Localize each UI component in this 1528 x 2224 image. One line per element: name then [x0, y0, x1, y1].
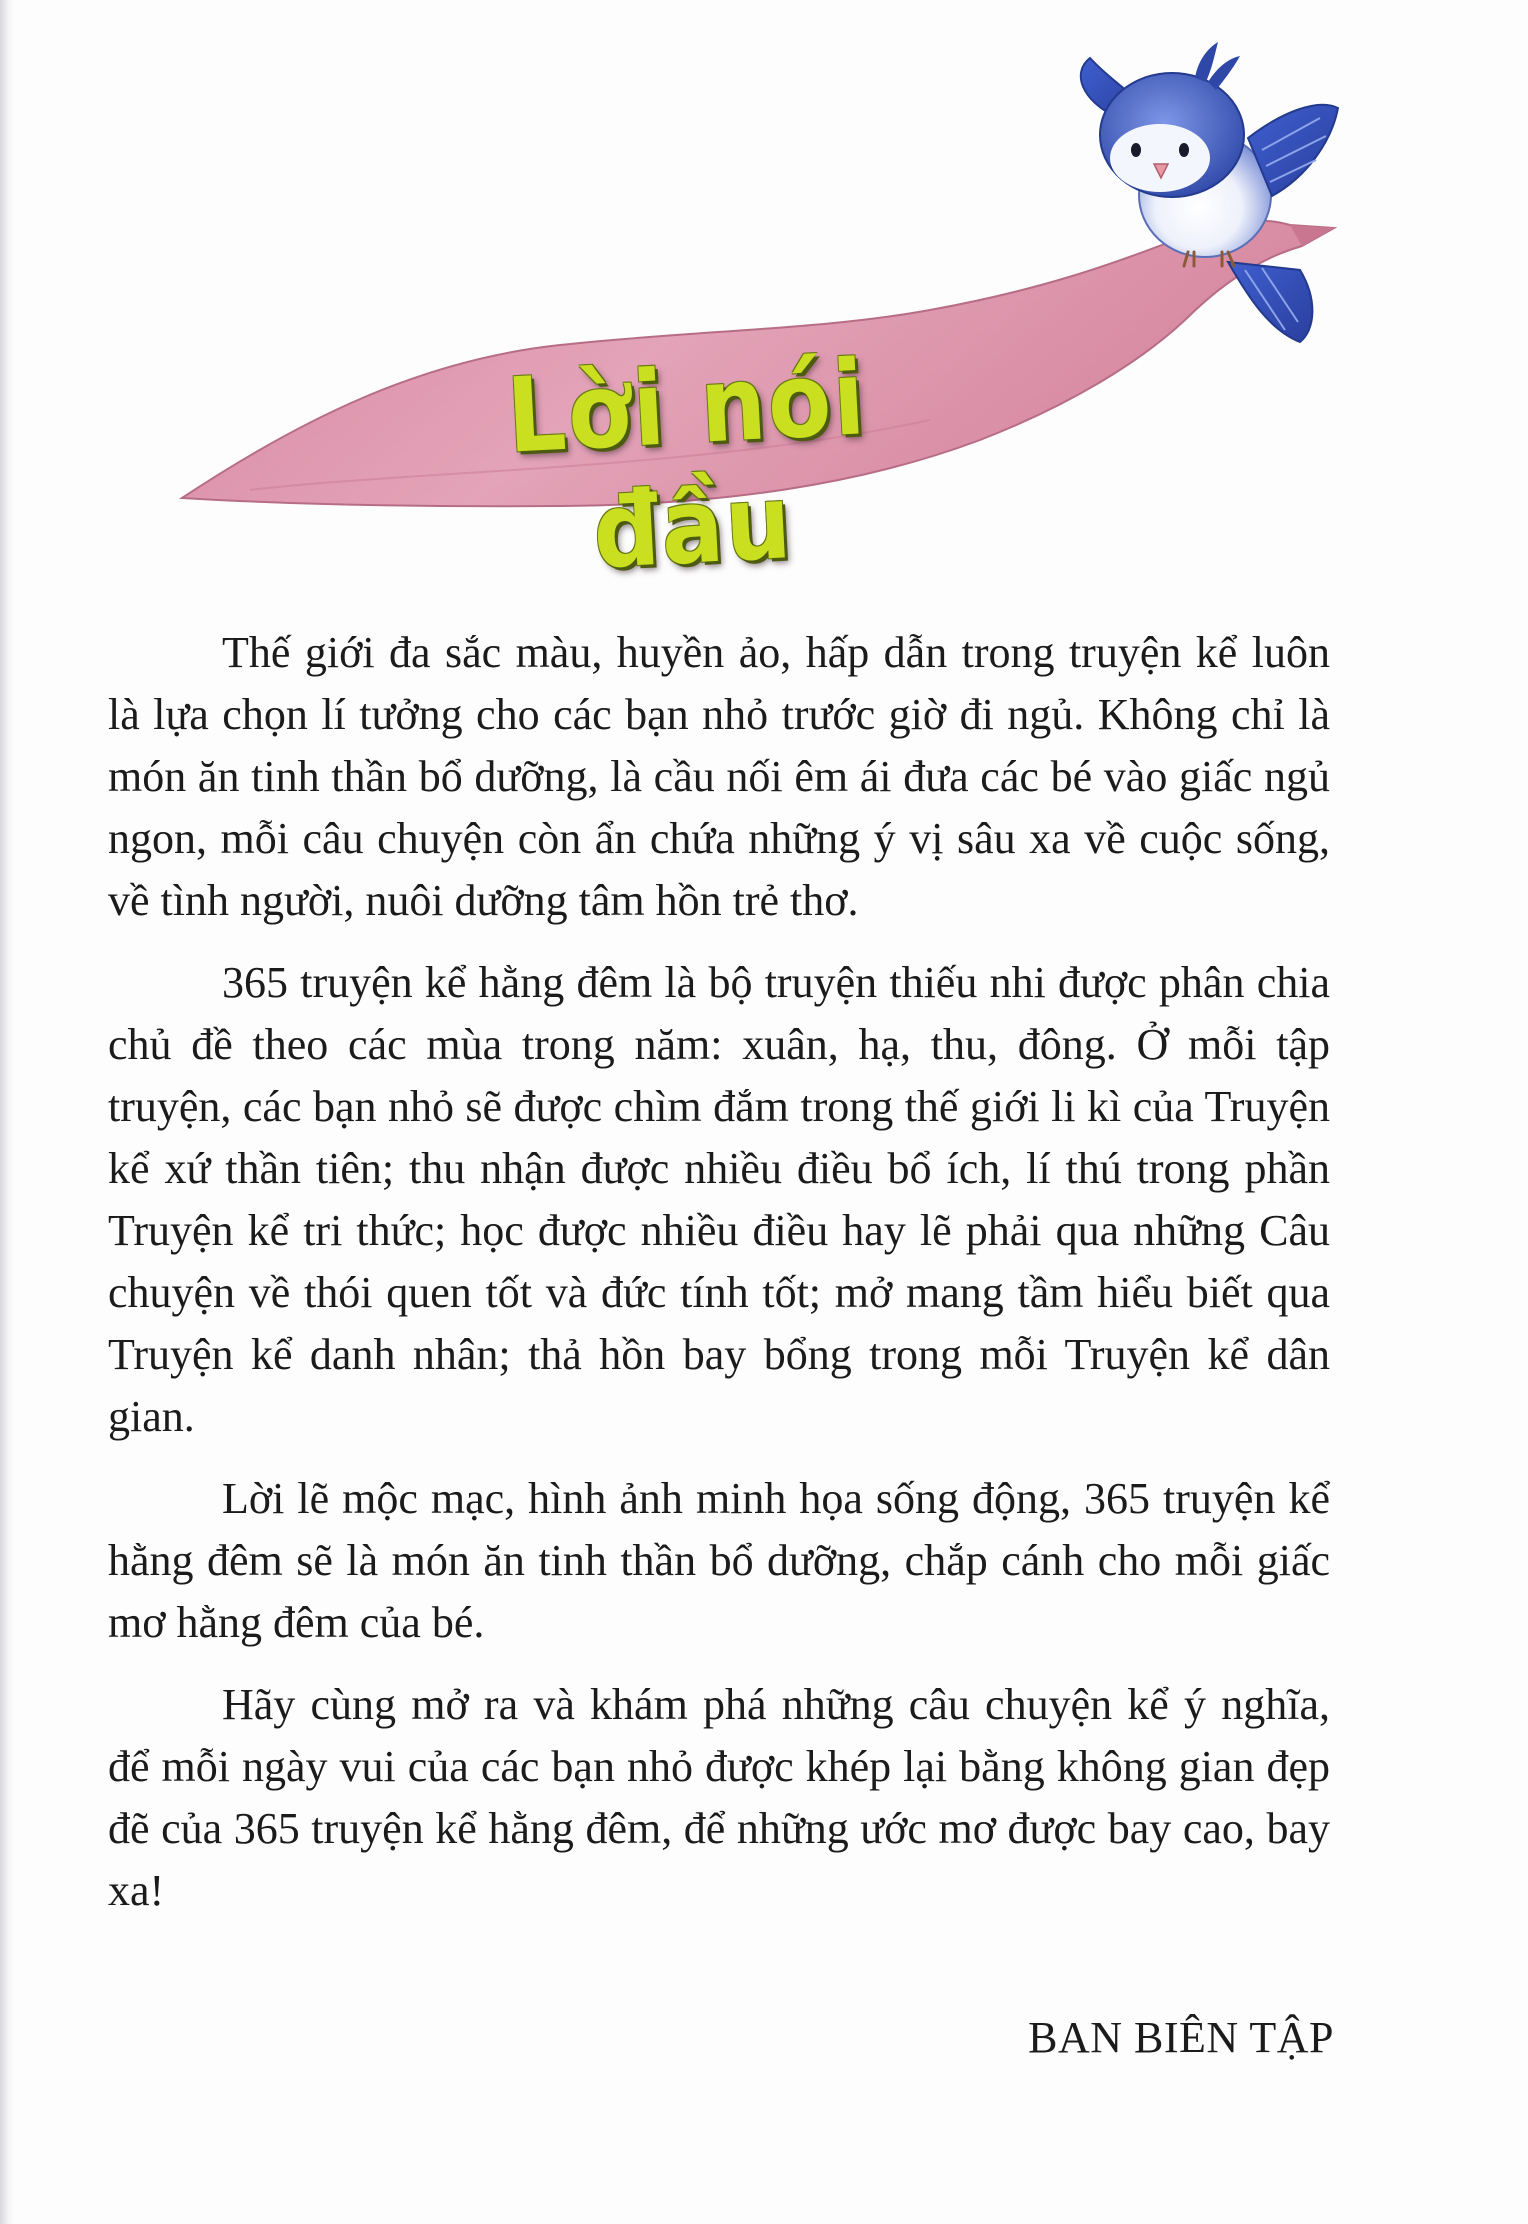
paragraph: Hãy cùng mở ra và khám phá những câu chuyện kể ý nghĩa, để mỗi ngày vui của các bạn nhỏ được khép lại bằng không gian đẹp đẽ của 365 truyện kể hằng đêm, để những ước mơ được bay cao, bay xa! — [108, 1680, 1330, 1915]
page-title: Lời nói đầu — [504, 337, 870, 592]
paragraph: Lời lẽ mộc mạc, hình ảnh minh họa sống động, 365 truyện kể hằng đêm sẽ là món ăn tinh thần bổ dưỡng, chắp cánh cho mỗi giấc mơ hằng đêm của bé. — [108, 1474, 1330, 1647]
paragraph: Thế giới đa sắc màu, huyền ảo, hấp dẫn trong truyện kể luôn là lựa chọn lí tưởng cho các bạn nhỏ trước giờ đi ngủ. Không chỉ là món ăn tinh thần bổ dưỡng, là cầu nối êm ái đưa các bé vào giấc ngủ ngon, mỗi câu chuyện còn ẩn chứa những ý vị sâu xa về cuộc sống, về tình người, nuôi dưỡng tâm hồn trẻ thơ. — [108, 628, 1330, 925]
preface-body — [108, 622, 1330, 1942]
editorial-board-signature: BAN BIÊN TẬP — [1028, 2013, 1334, 2062]
paragraph: 365 truyện kể hằng đêm là bộ truyện thiếu nhi được phân chia chủ đề theo các mùa trong năm: xuân, hạ, thu, đông. Ở mỗi tập truyện, các bạn nhỏ sẽ được chìm đắm trong thế giới li kì của Truyện kể xứ thần tiên; thu nhận được nhiều điều bổ ích, lí thú trong phần Truyện kể tri thức; học được nhiều điều hay lẽ phải qua những Câu chuyện về thói quen tốt và đức tính tốt; mở mang tầm hiểu biết qua Truyện kể danh nhân; thả hồn bay bổng trong mỗi Truyện kể dân gian. — [108, 958, 1330, 1441]
